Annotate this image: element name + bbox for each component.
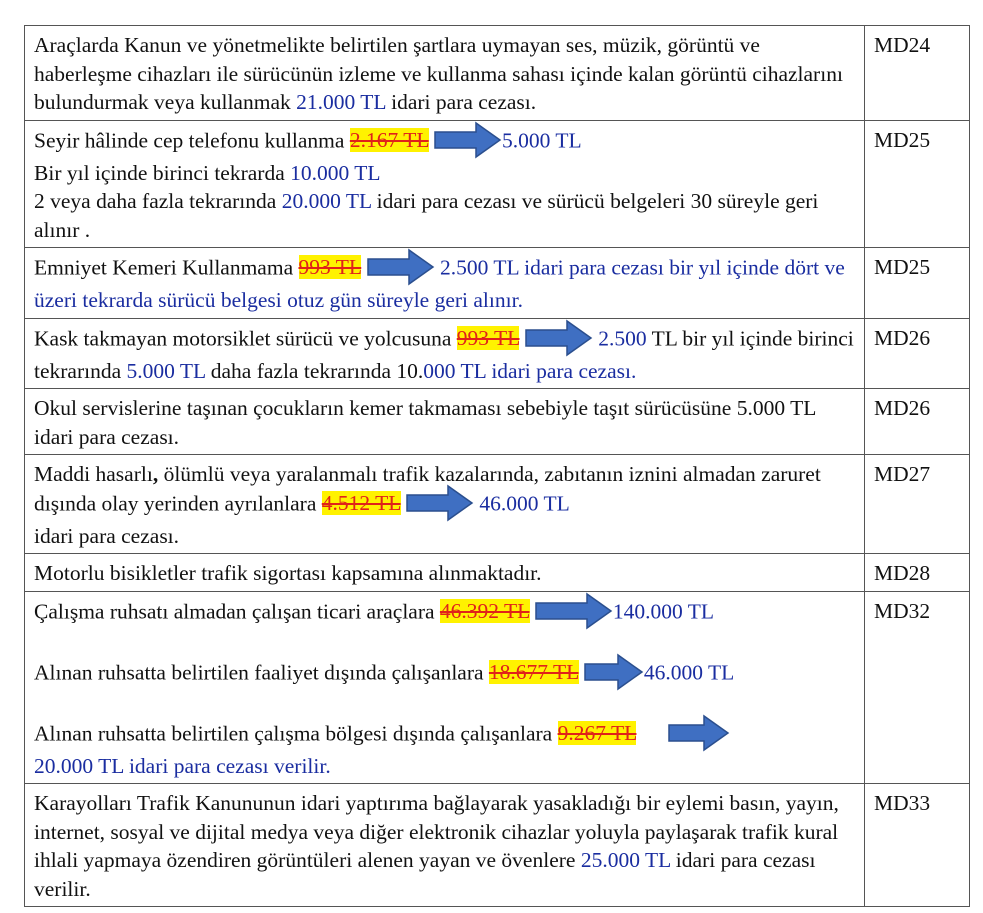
rule-text: Alınan ruhsatta belirtilen faaliyet dışında çalışanlara bbox=[34, 659, 489, 684]
spacer bbox=[34, 691, 856, 719]
traffic-fines-table bbox=[24, 25, 970, 907]
rule-text: Alınan ruhsatta belirtilen çalışma bölgesi dışında çalışanlara bbox=[34, 720, 558, 745]
rule-text: Bir yıl içinde birinci tekrarda bbox=[34, 160, 291, 185]
rule-text: idari para cezası. bbox=[34, 523, 180, 548]
rule-text-cell bbox=[25, 120, 865, 248]
old-fine-amount: 46.392 TL bbox=[439, 598, 530, 623]
new-fine-amount: 5.000 TL bbox=[502, 127, 582, 152]
rule-text-cell bbox=[25, 591, 865, 784]
rule-text-cell bbox=[25, 389, 865, 455]
article-code: MD25 bbox=[865, 120, 970, 248]
rule-text-bold-comma: , bbox=[152, 462, 159, 486]
article-code: MD32 bbox=[865, 591, 970, 784]
right-arrow-icon bbox=[434, 121, 502, 159]
right-arrow-icon bbox=[406, 484, 474, 522]
old-fine-amount: 18.677 TL bbox=[488, 659, 579, 684]
rule-text-cell bbox=[25, 455, 865, 554]
rule-text: idari para cezası ve sürücü belgeleri 30 süreyle geri alınır . bbox=[34, 189, 819, 242]
rule-text: TL bir yıl içinde birinci tekrarında bbox=[34, 325, 854, 383]
rule-text: Seyir hâlinde cep telefonu kullanma bbox=[34, 127, 350, 152]
rule-text: Karayolları Trafik Kanununun idari yaptırıma bağlayarak yasakladığı bir eylemi basın, yayın, internet, sosyal ve dijital medya veya diğer elektronik cihazlar yoluyla paylaşarak trafik kural ihlali yapmaya özendiren görüntüleri alenen yayan ve övenlere bbox=[34, 791, 839, 872]
rule-text-cell bbox=[25, 554, 865, 592]
rule-text-cell bbox=[25, 318, 865, 389]
table-row bbox=[25, 784, 970, 907]
new-fine-amount: 2.500 TL idari para cezası bir yıl içinde dört ve üzeri tekrarda sürücü belgesi otuz gün süreyle geri alınır. bbox=[34, 255, 845, 312]
rule-text: Kask takmayan motorsiklet sürücü ve yolcusuna bbox=[34, 325, 457, 350]
fine-amount: 10.000 TL bbox=[290, 160, 381, 185]
rule-text: Emniyet Kemeri Kullanmama bbox=[34, 255, 299, 280]
rule-text: Okul servislerine taşınan çocukların kemer takmaması sebebiyle taşıt sürücüsüne 5.000 TL idari para cezası. bbox=[34, 396, 816, 449]
table-row bbox=[25, 554, 970, 592]
old-fine-amount: 993 TL bbox=[298, 255, 362, 280]
article-code: MD26 bbox=[865, 318, 970, 389]
rule-text: Maddi hasarlı bbox=[34, 462, 153, 486]
article-code: MD27 bbox=[865, 455, 970, 554]
rule-text: idari para cezası verilir. bbox=[34, 848, 816, 901]
rule-text-cell bbox=[25, 784, 865, 907]
article-code: MD26 bbox=[865, 389, 970, 455]
table-row bbox=[25, 120, 970, 248]
rule-text: daha fazla tekrarında 10. bbox=[205, 358, 424, 383]
spacer bbox=[34, 630, 856, 658]
table-row bbox=[25, 389, 970, 455]
fine-amount: 5.000 TL bbox=[126, 358, 206, 383]
right-arrow-icon bbox=[535, 592, 613, 630]
table-row bbox=[25, 318, 970, 389]
rule-text-cell bbox=[25, 248, 865, 319]
fine-amount: 21.000 TL bbox=[296, 90, 386, 114]
new-fine-amount: 20.000 TL idari para cezası verilir. bbox=[34, 753, 331, 778]
article-code: MD28 bbox=[865, 554, 970, 592]
rule-text: Motorlu bisikletler trafik sigortası kapsamına alınmaktadır. bbox=[34, 561, 542, 585]
new-fine-amount: 2.500 bbox=[598, 325, 647, 350]
rule-text: Çalışma ruhsatı almadan çalışan ticari araçlara bbox=[34, 598, 440, 623]
fine-amount: 20.000 TL bbox=[281, 189, 372, 213]
rule-text: idari para cezası. bbox=[385, 90, 537, 114]
new-fine-amount: 140.000 TL bbox=[612, 598, 715, 623]
rule-text: 2 veya daha fazla tekrarında bbox=[34, 189, 282, 213]
article-code: MD33 bbox=[865, 784, 970, 907]
right-arrow-icon bbox=[584, 653, 644, 691]
article-code: MD25 bbox=[865, 248, 970, 319]
rule-text-cell bbox=[25, 26, 865, 121]
old-fine-amount: 2.167 TL bbox=[349, 127, 429, 152]
table-row bbox=[25, 26, 970, 121]
rule-text: ölümlü veya yaralanmalı trafik kazalarında, zabıtanın iznini almadan zaruret dışında olay yerinden ayrılanlara bbox=[34, 462, 821, 515]
old-fine-amount: 9.267 TL bbox=[557, 720, 637, 745]
right-arrow-icon bbox=[367, 248, 435, 286]
rule-text: Araçlarda Kanun ve yönetmelikte belirtilen şartlara uymayan ses, müzik, görüntü ve haberleşme cihazları ile sürücünün izleme ve kullanma sahası içinde kalan görüntü cihazlarını bulundurmak veya kullanmak bbox=[34, 33, 843, 114]
right-arrow-icon bbox=[668, 714, 730, 752]
table-row bbox=[25, 455, 970, 554]
article-code: MD24 bbox=[865, 26, 970, 121]
right-arrow-icon bbox=[525, 319, 593, 357]
table-row bbox=[25, 591, 970, 784]
fine-amount: 25.000 TL bbox=[580, 848, 671, 872]
new-fine-amount: 46.000 TL bbox=[643, 659, 735, 684]
new-fine-amount: 46.000 TL bbox=[479, 490, 570, 515]
table-row bbox=[25, 248, 970, 319]
old-fine-amount: 4.512 TL bbox=[321, 490, 401, 515]
fine-amount: 000 TL idari para cezası. bbox=[423, 358, 637, 383]
old-fine-amount: 993 TL bbox=[456, 325, 520, 350]
